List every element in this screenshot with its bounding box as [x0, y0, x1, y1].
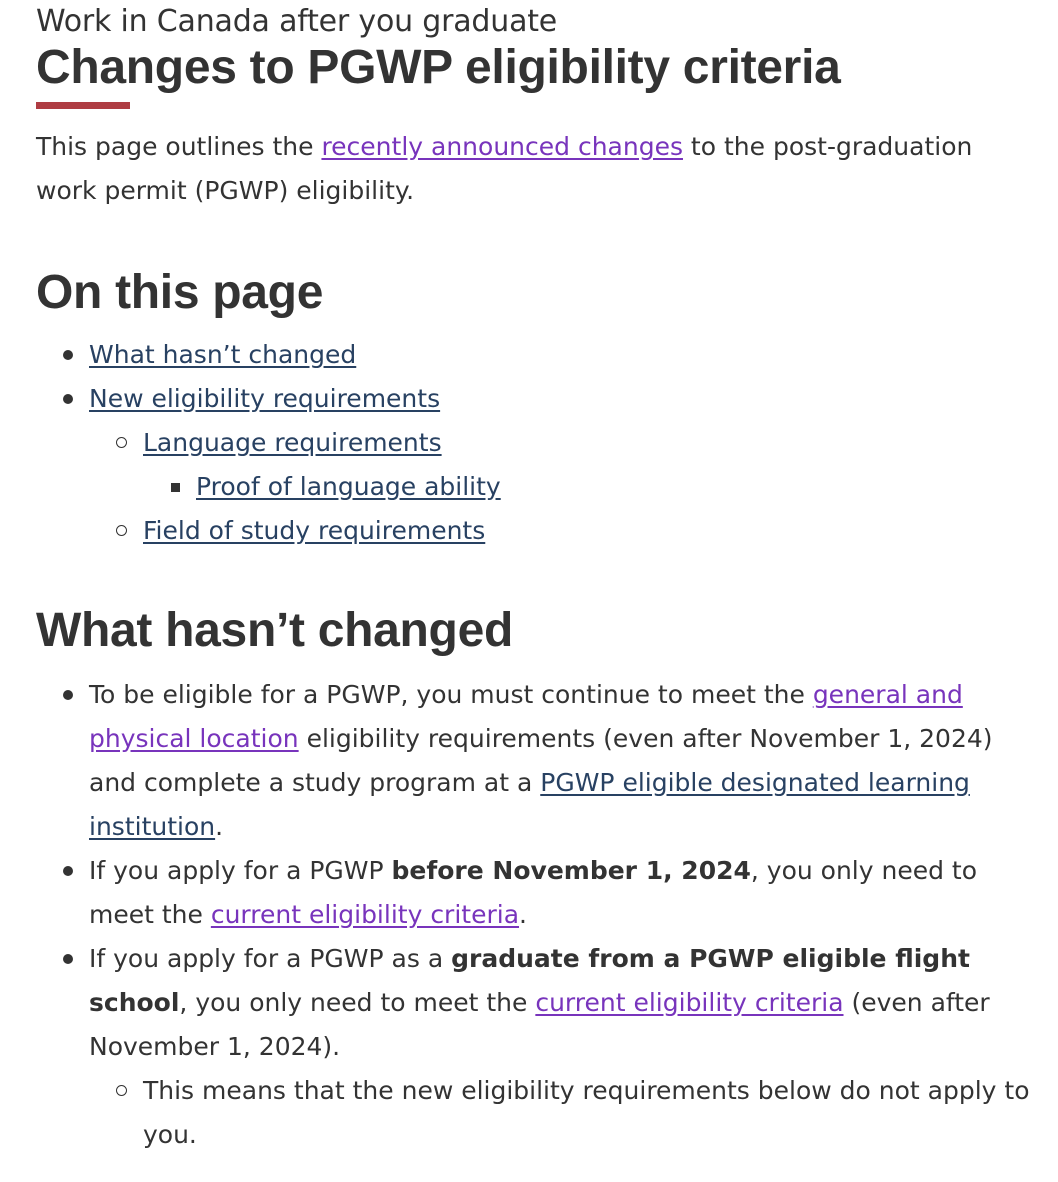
- bullet3-text-1: If you apply for a PGWP as a: [89, 944, 452, 973]
- toc-item-language-requirements: [36, 421, 1036, 465]
- list-item: [36, 937, 1036, 1069]
- disc-bullet-icon: [63, 866, 73, 876]
- toc-heading: On this page: [36, 266, 324, 319]
- disc-bullet-icon: [63, 954, 73, 964]
- bullet2-text-2: , you only need to meet the: [89, 856, 978, 929]
- toc-item-proof-of-language: [36, 465, 1036, 509]
- pgwp-eligible-dli-link[interactable]: PGWP eligible designated learning institution: [89, 768, 970, 841]
- disc-bullet-icon: [63, 350, 73, 360]
- recently-announced-changes-link[interactable]: recently announced changes: [321, 132, 683, 161]
- circle-bullet-icon: [116, 1085, 127, 1096]
- list-item: [36, 1069, 1036, 1157]
- bullet3-text-2: , you only need to meet the: [179, 988, 536, 1017]
- intro-text-before: This page outlines the: [36, 132, 322, 161]
- circle-bullet-icon: [116, 525, 127, 536]
- square-bullet-icon: [171, 483, 180, 492]
- page-title: Changes to PGWP eligibility criteria: [36, 41, 841, 94]
- toc-item-new-eligibility: [36, 377, 1036, 421]
- toc-item-what-hasnt-changed: [36, 333, 1036, 377]
- bullet2-text-3: .: [519, 900, 527, 929]
- toc-link-field-of-study-requirements[interactable]: Field of study requirements: [143, 516, 486, 545]
- bullet1-text-1: To be eligible for a PGWP, you must continue to meet the: [89, 680, 813, 709]
- sub-bullet-text: This means that the new eligibility requirements below do not apply to you.: [143, 1076, 1030, 1149]
- disc-bullet-icon: [63, 690, 73, 700]
- disc-bullet-icon: [63, 394, 73, 404]
- intro-text-after: to the post-graduation work permit (PGWP) eligibility.: [36, 132, 973, 205]
- bullet1-text-3: .: [215, 812, 224, 841]
- list-item: [36, 849, 1036, 937]
- general-and-physical-location-link[interactable]: general and physical location: [89, 680, 963, 753]
- toc-link-new-eligibility-requirements[interactable]: New eligibility requirements: [89, 384, 441, 413]
- toc-link-proof-of-language-ability[interactable]: Proof of language ability: [196, 472, 501, 501]
- bullet2-text-1: If you apply for a PGWP: [89, 856, 392, 885]
- bullet3-text-3: (even after November 1, 2024).: [89, 988, 990, 1061]
- bullet1-text-2: eligibility requirements (even after November 1, 2024) and complete a study program at a: [89, 724, 993, 797]
- list-item: [36, 673, 1036, 849]
- toc-link-language-requirements[interactable]: Language requirements: [143, 428, 442, 457]
- bullet3-bold-text: graduate from a PGWP eligible flight school: [89, 944, 970, 1017]
- toc-link-what-hasnt-changed[interactable]: What hasn’t changed: [89, 340, 357, 369]
- current-eligibility-criteria-link[interactable]: current eligibility criteria: [535, 988, 844, 1017]
- intro-paragraph: [36, 125, 1016, 213]
- bullet2-bold-text: before November 1, 2024: [391, 856, 751, 885]
- section-bullet-list: [36, 673, 1036, 1157]
- page-kicker: Work in Canada after you graduate: [36, 4, 558, 39]
- toc-item-field-of-study: [36, 509, 1036, 553]
- section-heading-what-hasnt-changed: What hasn’t changed: [36, 604, 513, 657]
- title-underline-rule: [36, 102, 130, 109]
- table-of-contents: [36, 333, 1036, 553]
- circle-bullet-icon: [116, 437, 127, 448]
- current-eligibility-criteria-link[interactable]: current eligibility criteria: [210, 900, 520, 929]
